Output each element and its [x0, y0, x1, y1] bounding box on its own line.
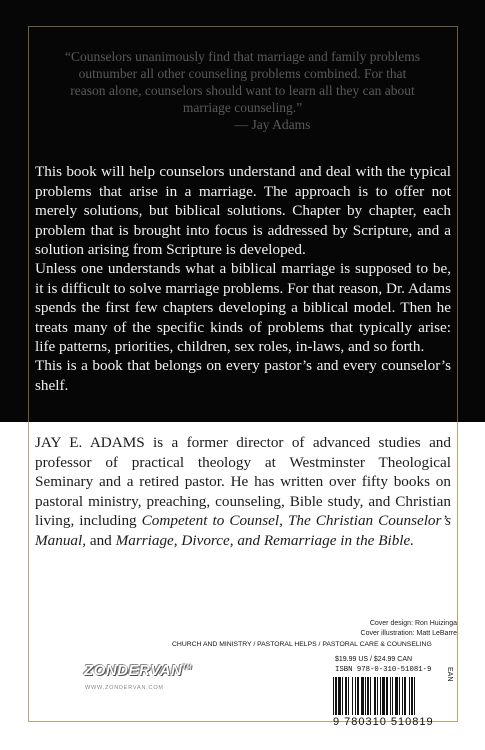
barcode-bar [377, 677, 378, 715]
barcode-bar [380, 677, 381, 715]
barcode-bar [399, 677, 400, 715]
zondervan-logo [84, 662, 192, 679]
logo-text: ZONDERVAN [84, 662, 183, 679]
bio-and: and [86, 531, 116, 549]
barcode-bar [345, 677, 347, 715]
barcode-bar [342, 677, 343, 715]
cover-design-credit: Cover design: Ron Huizinga [369, 620, 457, 627]
author-bio [35, 433, 451, 551]
barcode-bar [409, 677, 410, 715]
blurb-paragraph-2: Unless one understands what a biblical marriage is supposed to be, it is difficult to solve marriage problems. For that reason, Dr. Adams spends the first few chapters developing a biblical model. Then he treats many of the specific kinds of problems that typically arise: life patterns, priorities, children, sex roles, in-laws, and so forth. [35, 260, 451, 356]
quote-attribution: — Jay Adams [234, 117, 311, 132]
barcode-bar [414, 677, 415, 715]
barcode-bar [392, 677, 393, 715]
cover-illustration-credit: Cover illustration: Matt LeBarre [360, 629, 457, 637]
barcode-bar [352, 677, 353, 715]
bio-intro: JAY E. ADAMS is a former director of advanced studies and professor of practical theology at Westminster Theological Seminary and a retired pastor. He has written over fifty books on pastoral ministry, preaching, counseling, Bible study, and Christian living, including [35, 434, 451, 530]
barcode-bar [374, 677, 376, 715]
bio-title-3: Marriage, Divorce, and Remarriage in the Bible. [115, 531, 415, 549]
barcode-bar [357, 677, 359, 715]
blurb-paragraph-1: This book will help counselors understand and deal with the typical problems that arise in a marriage. The approach is to offer not merely solutions, but biblical solutions. Chapter by chapter, each problem that is brought into focus is addressed by Scripture, and a solution arising from Scripture is developed. [35, 163, 451, 259]
barcode-bar [370, 677, 371, 715]
barcode-bar [348, 677, 349, 715]
barcode-bar [390, 677, 391, 715]
bio-title-1: Competent to Counsel, [141, 512, 283, 530]
cover-credits [361, 619, 457, 638]
barcode-bar [365, 677, 366, 715]
blurb-paragraph-3: This is a book that belongs on every pastor’s and every counselor’s shelf. [35, 357, 451, 394]
publisher-website: WWW.ZONDERVAN.COM [85, 685, 164, 691]
price-label: $19.99 US / $24.99 CAN [335, 656, 413, 663]
trademark-mark: TM [182, 665, 193, 671]
barcode [333, 677, 449, 715]
barcode-bar [382, 677, 385, 715]
barcode-bar [335, 677, 337, 715]
barcode-bar [338, 677, 341, 715]
ean-label: EAN [446, 667, 453, 682]
barcode-bar [411, 677, 413, 715]
barcode-number: 9 780310 510819 [333, 716, 434, 728]
barcode-bar [395, 677, 398, 715]
quote-text: “Counselors unanimously find that marriage and family problems outnumber all other counseling problems combined. For that reason alone, counselors should want to learn all they can about marriage counseling.” [64, 49, 421, 115]
pull-quote [60, 48, 425, 133]
barcode-bar [386, 677, 388, 715]
barcode-bar [355, 677, 356, 715]
barcode-bar [333, 677, 334, 715]
isbn-label: ISBN 978-0-310-51081-9 [335, 666, 432, 674]
barcode-bar [402, 677, 403, 715]
bisac-categories: CHURCH AND MINISTRY / PASTORAL HELPS / PASTORAL CARE & COUNSELING [172, 641, 432, 648]
barcode-bar [367, 677, 369, 715]
bio-title-2: The Christian Counselor’s Manual, [35, 512, 452, 549]
barcode-bar [404, 677, 406, 715]
barcode-bar [361, 677, 364, 715]
